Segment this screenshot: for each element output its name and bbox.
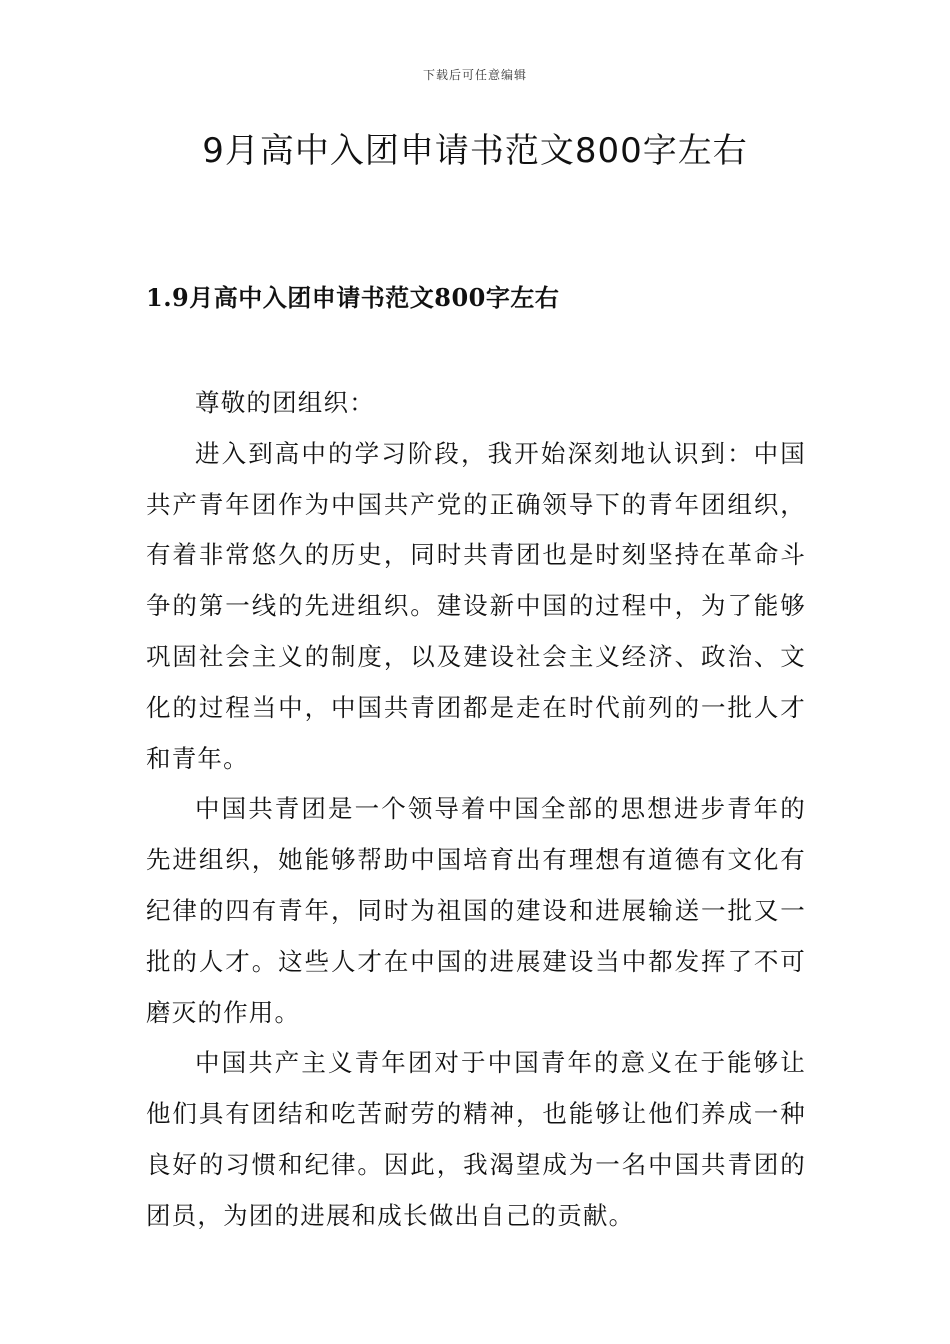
section-heading: 1.9月高中入团申请书范文800字左右 [146,283,560,312]
paragraph-2: 中国共青团是一个领导着中国全部的思想进步青年的先进组织，她能够帮助中国培育出有理想有道德有文化有纪律的四有青年，同时为祖国的建设和进展输送一批又一批的人才。这些人才在中国的进展建设当中都发挥了不可磨灭的作用。 [146,794,806,1027]
header-note: 下载后可任意编辑 [422,68,527,82]
document-title: 9月高中入团申请书范文800字左右 [202,131,748,171]
salutation: 尊敬的团组织： [195,388,375,417]
letter-body [146,378,806,1242]
paragraph-1: 进入到高中的学习阶段，我开始深刻地认识到：中国共产青年团作为中国共产党的正确领导下的青年团组织，有着非常悠久的历史，同时共青团也是时刻坚持在革命斗争的第一线的先进组织。建设新中国的过程中，为了能够巩固社会主义的制度，以及建设社会主义经济、政治、文化的过程当中，中国共青团都是走在时代前列的一批人才和青年。 [146,438,806,773]
paragraph-3: 中国共产主义青年团对于中国青年的意义在于能够让他们具有团结和吃苦耐劳的精神，也能够让他们养成一种良好的习惯和纪律。因此，我渴望成为一名中国共青团的团员，为团的进展和成长做出自己的贡献。 [146,1048,806,1230]
